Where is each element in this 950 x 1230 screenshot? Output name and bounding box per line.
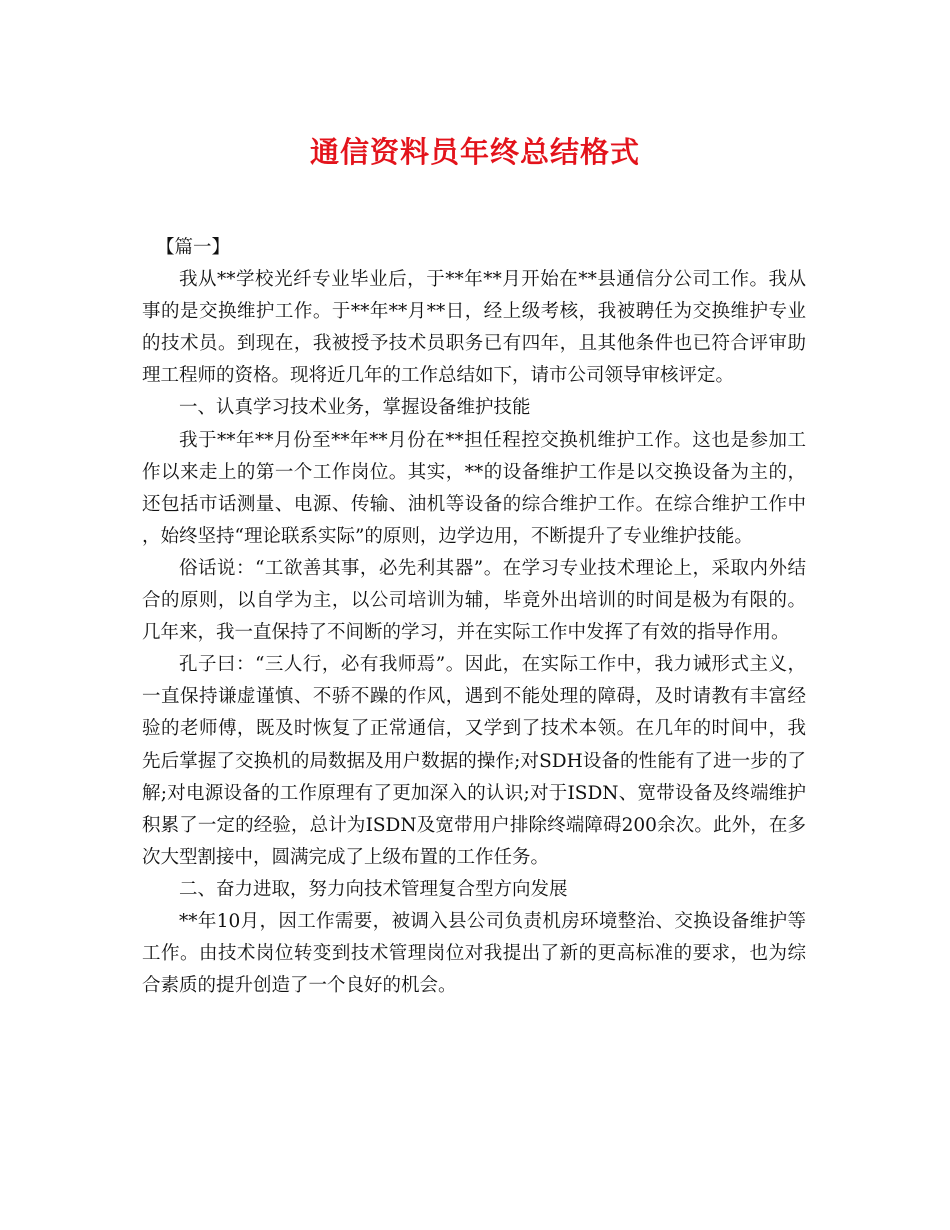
section-heading-2: 二、奋力进取，努力向技术管理复合型方向发展 bbox=[179, 878, 568, 900]
section-heading-1: 一、认真学习技术业务，掌握设备维护技能 bbox=[179, 397, 531, 419]
paragraph-study: 俗话说：“工欲善其事，必先利其器”。在学习专业技术理论上，采取内外结合的原则，以自学为主，以公司培训为辅，毕竟外出培训的时间是极为有限的。几年来，我一直保持了不间断的学习，并在实际工作中发挥了有效的指导作用。 bbox=[142, 557, 806, 644]
paragraph-intro: 我从**学校光纤专业毕业后，于**年**月开始在**县通信分公司工作。我从事的是交换维护工作。于**年**月**日，经上级考核，我被聘任为交换维护专业的技术员。到现在，我被授予技术员职务已有四年，且其他条件也已符合评审助理工程师的资格。现将近几年的工作总结如下，请市公司领导审核评定。 bbox=[142, 269, 806, 387]
paragraph-maintenance: 我于**年**月份至**年**月份在**担任程控交换机维护工作。这也是参加工作以来走上的第一个工作岗位。其实，**的设备维护工作是以交换设备为主的，还包括市话测量、电源、传输、油机等设备的综合维护工作。在综合维护工作中，始终坚持“理论联系实际”的原则，边学边用，不断提升了专业维护技能。 bbox=[142, 429, 806, 547]
document-body bbox=[142, 232, 806, 1002]
paragraph-transfer: **年10月，因工作需要，被调入县公司负责机房环境整治、交换设备维护等工作。由技术岗位转变到技术管理岗位对我提出了新的更高标准的要求，也为综合素质的提升创造了一个良好的机会。 bbox=[142, 910, 806, 997]
section-tag: 【篇一】 bbox=[156, 237, 231, 258]
document-title: 通信资料员年终总结格式 bbox=[309, 135, 640, 169]
paragraph-experience: 孔子曰：“三人行，必有我师焉”。因此，在实际工作中，我力诫形式主义，一直保持谦虚谨慎、不骄不躁的作风，遇到不能处理的障碍，及时请教有丰富经验的老师傅，既及时恢复了正常通信，又学到了技术本领。在几年的时间中，我先后掌握了交换机的局数据及用户数据的操作;对SDH设备的性能有了进一步的了解;对电源设备的工作原理有了更加深入的认识;对于ISDN、宽带设备及终端维护积累了一定的经验，总计为ISDN及宽带用户排除终端障碍200余次。此外，在多次大型割接中，圆满完成了上级布置的工作任务。 bbox=[142, 654, 806, 868]
